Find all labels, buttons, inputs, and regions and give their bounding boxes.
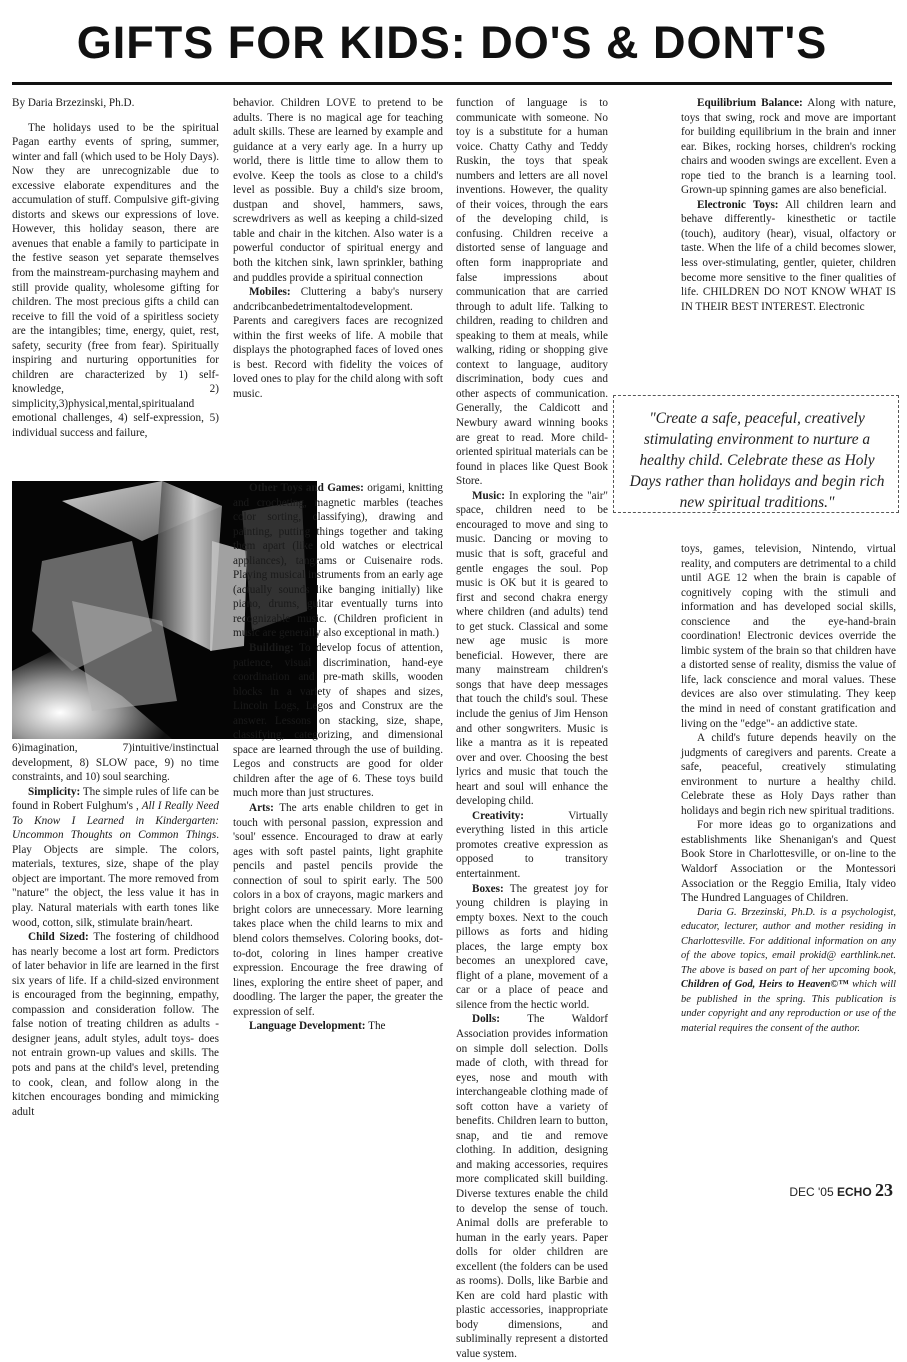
dolls-text: The Waldorf Association provides information on simple doll selection. Dolls made of cloth, with thread for eyes, nose and mouth with interchangeable clothing made of soft cotton have a variety of benefits. Children learn to button, snap, and tie and remove clothing. In addition, designing and making accessories, requires more complicated skill building. Diverse textures enable the child to develop the sense of touch. Animal dolls are preferable to human in the early years. Paper dolls for older children are excellent (the folders can be used as rooms). Dolls, like Barbie and Ken are cold hard plastic with plastic accessories, inappropriate body dimensions, and subliminally represent a distorted value system. xyxy=(456,1013,608,1361)
music-heading: Music: xyxy=(472,489,505,502)
issue-date: DEC '05 xyxy=(789,1185,834,1199)
building-heading: Building: xyxy=(249,642,294,655)
equilibrium-heading: Equilibrium Balance: xyxy=(697,97,803,109)
other-toys-heading: Other Toys and Games: xyxy=(249,482,364,494)
column-1 xyxy=(12,90,219,480)
simplicity-text-end: . Play Objects are simple. The colors, materials, textures, size, shape of the play object are important. The more removed from "nature" the object, the less value it has in play. Natural materials with earth tones like wood, cotton, silk, stimulate brain/heart. xyxy=(12,829,219,929)
future-paragraph: A child's future depends heavily on the judgments of caregivers and parents. Create a safe, peaceful, creatively stimulating environment to nurture a healthy child. Celebrate these as Holy Days rather than holidays and begin rich new spiritual traditions. xyxy=(681,732,896,817)
simplicity-heading: Simplicity: xyxy=(28,785,81,798)
column-2-other-toys xyxy=(233,481,443,1175)
intro-paragraph: The holidays used to be the spiritual Pagan earthy events of spring, summer, winter and fall (which used to be Holy Days). Now they are unrecognizable due to excessive elaborate expenditures and the accumulation of stuff. Compulsive gift-giving distorts and skews our expressions of love. However, this holiday season, there are avenues that enable a family to participate in the festive season yet separate themselves from the mainstream-purchasing mayhem and still provide quality, wholesome gifting for children. The most precious gifts a child can receive to fill the void of a spiritless society are the intangibles; time, energy, quiet, rest, safety, security (free from fear). Spiritually inspiring and nurturing opportunities for children are characterized by 1) self-knowledge, 2) simplicity,3)physical,mental,spiritualand emotional challenges, 4) self-expression, 5) individual success and failure, xyxy=(12,121,219,440)
page-number: 23 xyxy=(875,1180,893,1200)
language-heading: Language Development: xyxy=(249,1020,366,1033)
electronic-paragraph xyxy=(681,198,896,314)
child-sized-paragraph xyxy=(12,930,219,1119)
building-text: To develop focus of attention, patience, visual discrimination, hand-eye coordination and pre-math skills, wooden blocks in a variety of shapes and sizes, Lincoln Logs, Legos and Construx are the answer. Lessons on stacking, size, shape, classifying, categorizing, and dimensional space are learned through the use of building. Legos and constructs are good for older children after the age of 6. These toys build much more than just structures. xyxy=(233,642,443,800)
arts-text: The arts enable children to get in touch with personal passion, expression and 'soul' essence. Encouraged to draw at early ages with soft pastel paints, light graphite pencils and pastel pencils provide the connection of soul to spirit early. The 500 colors in a box of crayons, magic markers and bright colors are unnecessary. More learning takes place when the child learns to mix and blend colors themselves. Coloring books, dot-to-dot, coloring in lines hamper creative expression. Encourage the free drawing of lines, exploring the entire sheet of paper, and doodling. The larger the paper, the greater the expression of self. xyxy=(233,802,443,1018)
equilibrium-text: Along with nature, toys that swing, rock and move are important for building equilibrium in the brain and inner ear. Bikes, rocking horses, children's rocking chairs and wooden swings are excellent. Even a rope tied to the branch is a learning tool. Grown-up spinning games are also beneficial. xyxy=(681,97,896,197)
language-text: The xyxy=(365,1020,386,1033)
equilibrium-paragraph xyxy=(681,96,896,198)
column-3 xyxy=(456,96,608,1361)
pull-quote: "Create a safe, peaceful, creatively stimulating environment to nurture a healthy child. Celebrate these as Holy Days rather than holidays and begin rich new spiritual traditions." xyxy=(613,395,899,513)
boxes-paragraph xyxy=(456,882,608,1013)
article-title: GIFTS FOR KIDS: DO'S & DONT'S xyxy=(76,17,828,68)
mobiles-text: Cluttering a baby's nursery andcribcanbedetrimentaltodevelopment. Parents and caregivers faces are recognized within the first weeks of life. A mobile that displays the photographed faces of loved ones is best. Record with fidelity the voices of loved ones to play for the child along with soft music. xyxy=(233,286,443,400)
column-1-lower xyxy=(12,741,219,1177)
language-continued-paragraph: function of language is to communicate with someone. No toy is a substitute for a human voice. Chatty Cathy and Teddy Ruskin, the toys that speak numbers and letters are all novel inventions. However, the quality of their voices, through the ears of the developing child, is confusing. Children receive a distorted sense of language and often form inappropriate and false impressions about communication that are carried through to adult life. Talking to children, reading to children and speaking to them at meals, while walking, riding or shopping give context to language, auditory discrimination, body cues and other aspects of communication. Generally, the Caldicott and Newbury award winning books are great to read. More child-oriented spiritual materials can be found in places like Quest Book Store. xyxy=(456,97,608,488)
column-2 xyxy=(233,96,443,481)
arts-heading: Arts: xyxy=(249,802,274,815)
magazine-name: ECHO xyxy=(836,1185,872,1199)
bio-text: Daria G. Brzezinski, Ph.D. is a psychologist, educator, lecturer, author and mother residing in Charlottesville. For additional information on any of the above topics, email prokid@ earthlink.net. The above is based on part of her upcoming book, xyxy=(681,906,896,976)
column-4-lower xyxy=(681,542,896,1177)
byline: By Daria Brzezinski, Ph.D. xyxy=(12,97,135,109)
other-toys-paragraph xyxy=(233,481,443,641)
arts-paragraph xyxy=(233,801,443,1019)
dolls-paragraph xyxy=(456,1012,608,1361)
column-4 xyxy=(681,96,896,390)
behavior-paragraph: behavior. Children LOVE to pretend to be adults. There is no magical age for teaching adult skills. These are learned by example and guidance at a very early age. In a hurry up world, there is little time to allow them to evolve. Keep the tools as close to a child's level as possible. Buy a child's size broom, dustpan and shovel, hammers, saws, screwdrivers as well as keeping a child-sized table and chair in the kitchen. Also water is a powerful conductor of spiritual energy and both the kitchen sink, lawn sprinkler, bathing and puddles provide a spiritual connection xyxy=(233,97,443,284)
music-paragraph xyxy=(456,489,608,809)
music-text: In exploring the "air" space, children need to be encouraged to move and sing to music. Dancing or moving to music that is soft, graceful and gentle engages the soul. Pop music is OK but it is geared to first and second chakra energy where children (and adults) tend to get stuck. Classical and some new age music is more beneficial. However, there are many mainstream children's songs that have deep messages that touch the child's soul. These include the genius of Jim Henson and other songwriters. Music is like a mantra as it is repeated over and over. Choosing the best lyrics and music that touch the heart and soul will enhance the developing child. xyxy=(456,489,608,808)
simplicity-text: The simple rules of life can be found in Robert Fulghum's , xyxy=(12,785,219,813)
electronic-heading: Electronic Toys: xyxy=(697,198,779,211)
boxes-heading: Boxes: xyxy=(472,882,504,895)
electronic-continued-paragraph: toys, games, television, Nintendo, virtual reality, and computers are detrimental to a child until AGE 12 when the brain is capable of cognitively coping with the stimuli and information and has developed social skills, conscience and the eye-hand-brain coordination! Electronic devices override the limbic system of the brain so that children have a distorted sense of reality, dismiss the value of life, lack conscience and moral values. These devices are also over stimulating. They keep the mind in need of constant gratification and living on the "edge"- an addictive state. xyxy=(681,543,896,730)
bio-text-end: which will be published in the spring. This publication is under copyright and any reproduction or use of the material requires the consent of the author. xyxy=(681,979,896,1034)
simplicity-paragraph xyxy=(12,785,219,930)
page-footer xyxy=(789,1180,893,1201)
building-paragraph xyxy=(233,641,443,801)
title-rule xyxy=(12,82,892,85)
creativity-paragraph xyxy=(456,809,608,882)
mobiles-paragraph xyxy=(233,285,443,401)
boxes-text: The greatest joy for young children is playing in empty boxes. Next to the couch pillows as forts and hiding places, the large empty box becomes an unexplored cave, flight of a plane, movement of a car or a place of peace and silence from the hectic world. xyxy=(456,882,608,1011)
child-sized-heading: Child Sized: xyxy=(28,931,89,944)
intro-paragraph-continued: 6)imagination, 7)intuitive/instinctual development, 8) SLOW pace, 9) no time constraints, and 10) soul searching. xyxy=(12,742,219,784)
bio-book-title: Children of God, Heirs to Heaven©™ xyxy=(681,979,849,991)
language-paragraph xyxy=(233,1019,443,1034)
mobiles-heading: Mobiles: xyxy=(249,286,291,299)
child-sized-text: The fostering of childhood has nearly become a lost art form. Predictors of later behavior in life are learned in the first six years of life. If a child-sized environment is encouraged from the beginning, empathy, compassion and consideration follow. The false notion of treating children as adults - designer jeans, adult styles, adult toys- does not entrain grown-up values and skills. The pots and pans at the child's level, pretending to cook, clean, and follow along in the kitchen encourages bonding and mimicking adult xyxy=(12,931,220,1118)
electronic-text: All children learn and behave differently- kinesthetic or tactile (touch), auditory (hear), visual, olfactory or taste. When the life of a child becomes slower, less over-stimulating, gentler, quieter, children become more sensitive to the finer qualities of life. CHILDREN DO NOT KNOW WHAT IS IN THEIR BEST INTEREST. Electronic xyxy=(681,198,896,313)
book-title: All I Really Need To Know I Learned in Kindergarten: Uncommon Thoughts on Common Things xyxy=(12,800,219,842)
creativity-heading: Creativity: xyxy=(472,809,524,822)
dolls-heading: Dolls: xyxy=(472,1013,500,1026)
ideas-paragraph: For more ideas go to organizations and establishments like Shenanigan's and Quest Book Store in Charlottesville, or on-line to the Waldorf Association or the Montessori Association or the Reggio Emilia, Italy video The Hundred Languages of Children. xyxy=(681,819,896,905)
creativity-text: Virtually everything listed in this article promotes creative expression as opposed to transitory entertainment. xyxy=(456,809,608,880)
author-bio xyxy=(681,906,896,1037)
other-toys-text: origami, knitting and crocheting, magnetic marbles (teaches color sorting, classifying), drawing and painting, putting things together and taking them apart (like old watches or electrical appliances), tangrams or Cuisenaire rods. Playing musical instruments from an early age (actually sounds like banging initially) like piano, drums, guitar eventually turns into recognizable music. (Children proficient in music are generally also exceptional in math.) xyxy=(233,482,443,640)
